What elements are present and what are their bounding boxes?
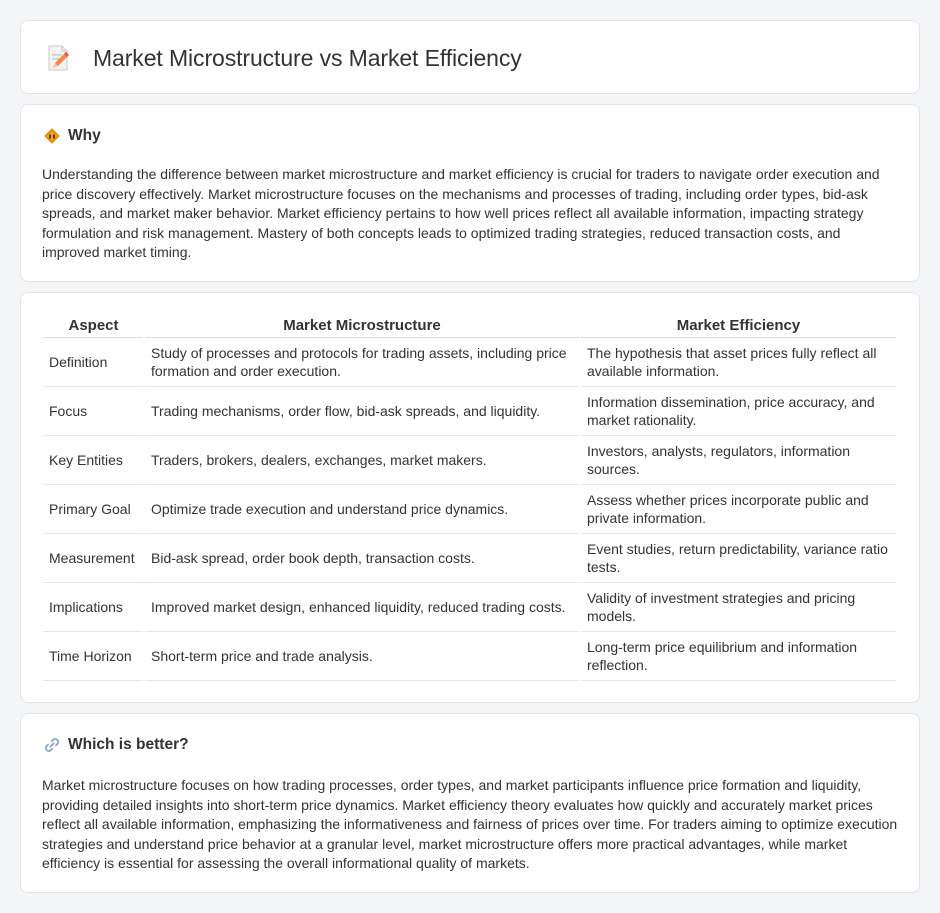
efficiency-cell: Long-term price equilibrium and information reflection. xyxy=(580,631,897,680)
diamond-sign-icon xyxy=(43,127,61,145)
table-row xyxy=(43,582,897,631)
microstructure-cell: Short-term price and trade analysis. xyxy=(144,631,580,680)
efficiency-cell: Event studies, return predictability, variance ratio tests. xyxy=(580,533,897,582)
microstructure-cell: Traders, brokers, dealers, exchanges, market makers. xyxy=(144,435,580,484)
efficiency-cell: Information dissemination, price accuracy, and market rationality. xyxy=(580,386,897,435)
why-title: Why xyxy=(68,127,101,144)
table-row xyxy=(43,337,897,386)
microstructure-cell: Bid-ask spread, order book depth, transaction costs. xyxy=(144,533,580,582)
better-title: Which is better? xyxy=(68,736,189,753)
why-header xyxy=(43,127,101,145)
title-row xyxy=(43,43,522,73)
header-efficiency: Market Efficiency xyxy=(580,315,897,337)
table-row xyxy=(43,435,897,484)
microstructure-cell: Improved market design, enhanced liquidity, reduced trading costs. xyxy=(144,582,580,631)
header-microstructure: Market Microstructure xyxy=(144,315,580,337)
table-row xyxy=(43,484,897,533)
efficiency-cell: The hypothesis that asset prices fully reflect all available information. xyxy=(580,337,897,386)
aspect-cell: Time Horizon xyxy=(43,631,144,680)
page-title: Market Microstructure vs Market Efficiency xyxy=(93,44,522,71)
table-header-row xyxy=(43,315,897,337)
efficiency-cell: Validity of investment strategies and pricing models. xyxy=(580,582,897,631)
aspect-cell: Primary Goal xyxy=(43,484,144,533)
comparison-table xyxy=(43,315,898,681)
table-row xyxy=(43,386,897,435)
efficiency-cell: Investors, analysts, regulators, information sources. xyxy=(580,435,897,484)
aspect-cell: Focus xyxy=(43,386,144,435)
aspect-cell: Key Entities xyxy=(43,435,144,484)
microstructure-cell: Optimize trade execution and understand price dynamics. xyxy=(144,484,580,533)
link-icon xyxy=(43,736,61,754)
why-section xyxy=(20,104,920,282)
microstructure-cell: Study of processes and protocols for trading assets, including price formation and order execution. xyxy=(144,337,580,386)
better-header xyxy=(43,736,189,754)
table-row xyxy=(43,533,897,582)
which-better-section xyxy=(20,713,920,893)
title-card xyxy=(20,20,920,94)
microstructure-cell: Trading mechanisms, order flow, bid-ask spreads, and liquidity. xyxy=(144,386,580,435)
efficiency-cell: Assess whether prices incorporate public and private information. xyxy=(580,484,897,533)
document-pencil-icon xyxy=(43,43,73,73)
table-row xyxy=(43,631,897,680)
aspect-cell: Definition xyxy=(43,337,144,386)
why-body: Understanding the difference between market microstructure and market efficiency is crucial for traders to navigate order execution and price discovery effectively. Market microstructure focuses on the mechanisms and processes of trading, including order types, bid-ask spreads, and market maker behavior. Market efficiency pertains to how well prices reflect all available information, impacting strategy formulation and risk management. Mastery of both concepts leads to optimized trading strategies, reduced transaction costs, and improved market timing. xyxy=(42,166,880,261)
aspect-cell: Measurement xyxy=(43,533,144,582)
aspect-cell: Implications xyxy=(43,582,144,631)
comparison-section xyxy=(20,292,920,703)
header-aspect: Aspect xyxy=(43,315,144,337)
better-body: Market microstructure focuses on how trading processes, order types, and market participants influence price formation and liquidity, providing detailed insights into short-term price dynamics. Market efficiency theory evaluates how quickly and accurately market prices reflect all available information, emphasizing the informativeness and fairness of prices over time. For traders aiming to optimize execution strategies and understand price behavior at a granular level, market microstructure offers more practical advantages, while market efficiency is essential for assessing the overall informational quality of markets. xyxy=(42,777,898,872)
